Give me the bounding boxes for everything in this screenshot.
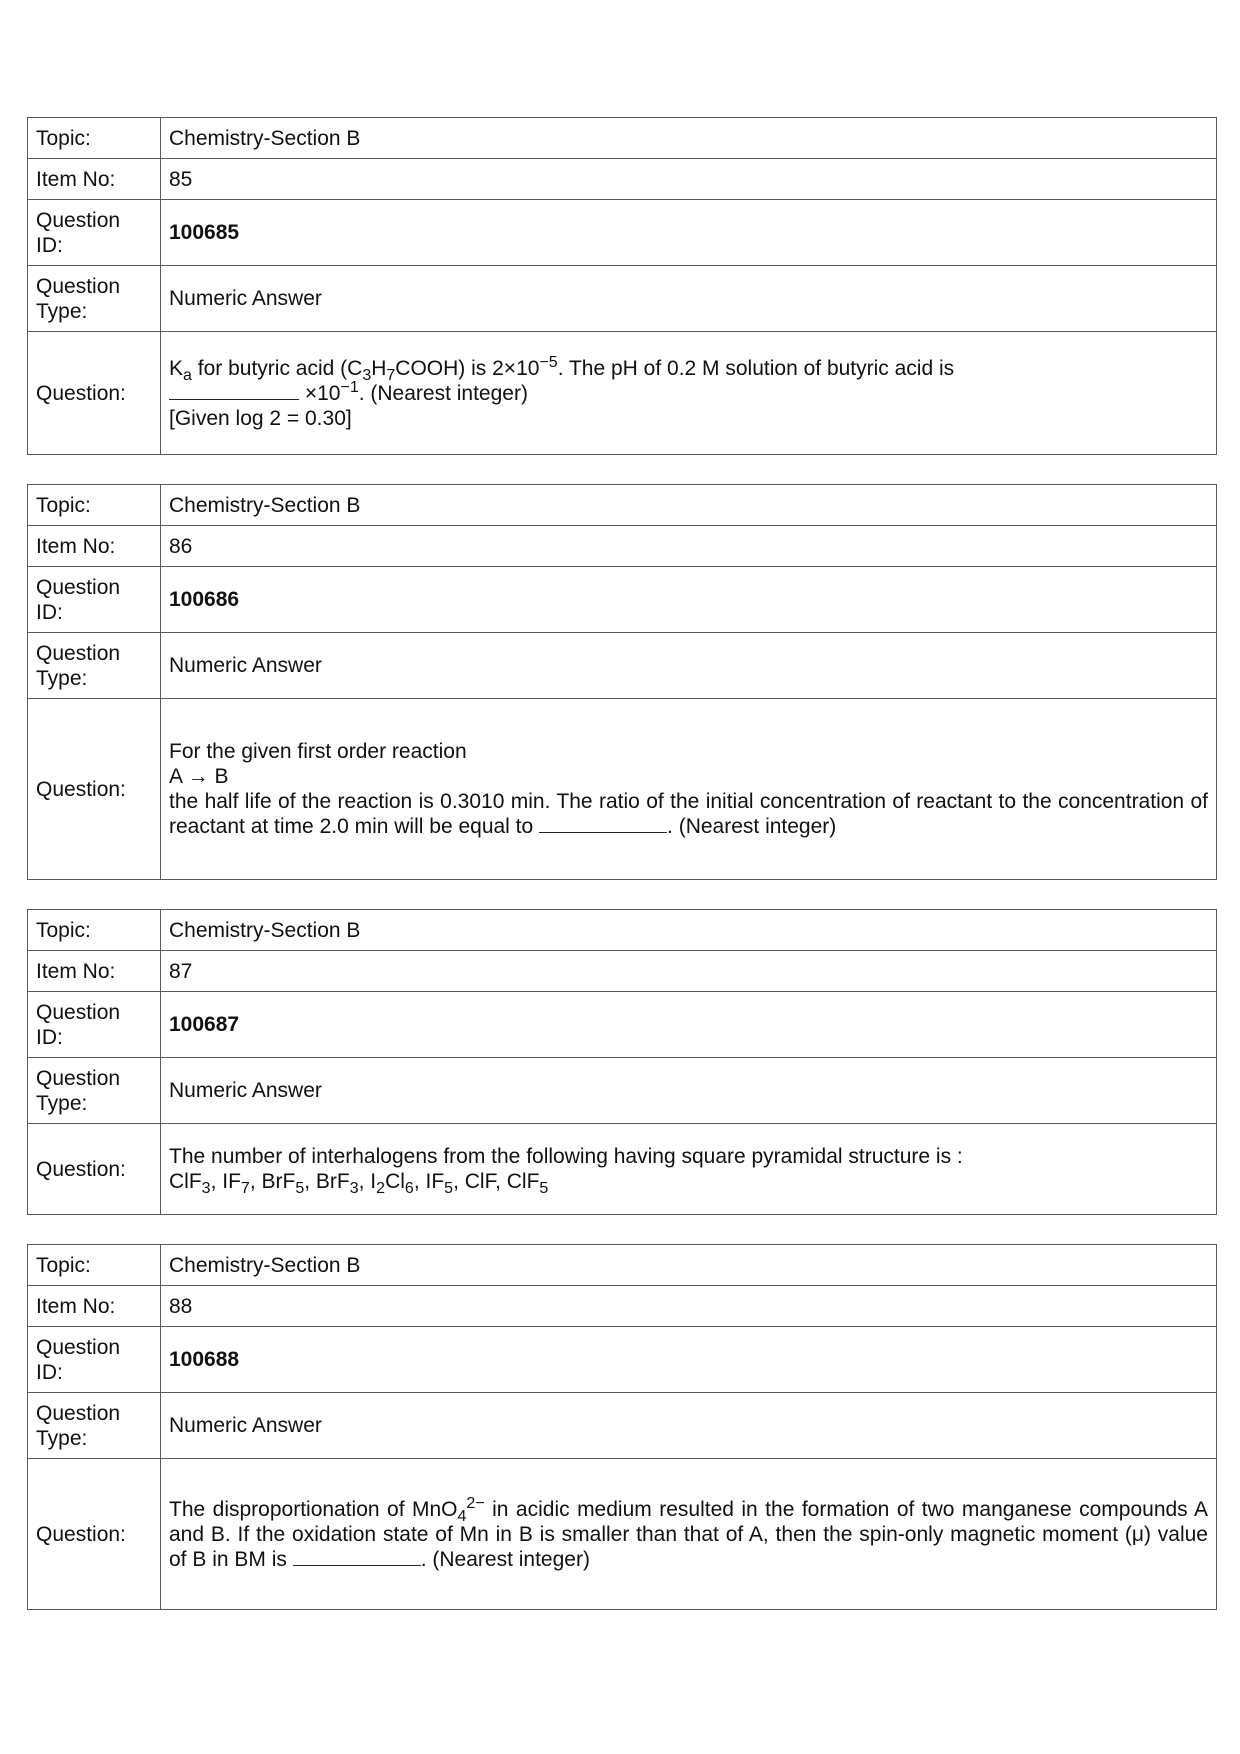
question-sheet <box>27 117 1217 1639</box>
q-line: The number of interhalogens from the following having square pyramidal structure is : <box>169 1145 963 1168</box>
q-text: . (Nearest integer) <box>420 1547 590 1571</box>
question-type-label: Question Type: <box>28 1393 161 1459</box>
q-text: H <box>371 356 387 380</box>
item-no-label: Item No: <box>28 951 161 992</box>
topic-value: Chemistry-Section B <box>161 910 1217 951</box>
q-text: . The pH of 0.2 M solution of butyric acid is <box>557 356 955 380</box>
question-text <box>161 699 1217 880</box>
question-id-value: 100686 <box>161 567 1217 633</box>
q-text: the half life of the reaction is 0.3010 min. The ratio of the initial concentration of reactant to the concentration of reactant at time 2.0 min will be equal to <box>169 790 1208 838</box>
q-sub: 5 <box>295 1180 305 1198</box>
q-line: For the given first order reaction <box>169 740 467 763</box>
q-sub: 5 <box>444 1180 454 1198</box>
q-text: K <box>169 356 184 380</box>
q-sub: 4 <box>457 1507 467 1525</box>
question-id-label: Question ID: <box>28 1327 161 1393</box>
question-label: Question: <box>28 1124 161 1215</box>
q-text: Cl <box>385 1170 405 1193</box>
item-no-label: Item No: <box>28 159 161 200</box>
topic-label: Topic: <box>28 485 161 526</box>
question-text <box>161 1459 1217 1610</box>
topic-value: Chemistry-Section B <box>161 118 1217 159</box>
question-card <box>27 117 1217 455</box>
question-text <box>161 332 1217 455</box>
question-label: Question: <box>28 1459 161 1610</box>
q-text: , IF <box>210 1170 241 1193</box>
q-text: ClF <box>169 1170 202 1193</box>
question-id-label: Question ID: <box>28 992 161 1058</box>
q-sub: 2 <box>376 1180 386 1198</box>
question-label: Question: <box>28 332 161 455</box>
question-label: Question: <box>28 699 161 880</box>
item-no-value: 88 <box>161 1286 1217 1327</box>
question-type-label: Question Type: <box>28 633 161 699</box>
question-id-value: 100685 <box>161 200 1217 266</box>
topic-label: Topic: <box>28 118 161 159</box>
item-no-label: Item No: <box>28 1286 161 1327</box>
question-type-label: Question Type: <box>28 1058 161 1124</box>
q-line: A → B <box>169 765 229 788</box>
question-id-label: Question ID: <box>28 200 161 266</box>
q-text: , IF <box>413 1170 445 1193</box>
question-id-value: 100687 <box>161 992 1217 1058</box>
question-type-value: Numeric Answer <box>161 266 1217 332</box>
q-text: . (Nearest integer) <box>358 381 528 405</box>
q-text: for butyric acid (C <box>191 356 363 380</box>
q-text: , I <box>358 1170 377 1193</box>
question-card <box>27 1244 1217 1610</box>
question-type-value: Numeric Answer <box>161 1058 1217 1124</box>
q-sub: 6 <box>404 1180 414 1198</box>
question-type-label: Question Type: <box>28 266 161 332</box>
q-sub: 7 <box>386 366 396 384</box>
question-id-value: 100688 <box>161 1327 1217 1393</box>
q-sup: −5 <box>539 353 558 371</box>
question-card <box>27 484 1217 880</box>
q-sub: 3 <box>201 1180 211 1198</box>
answer-blank <box>293 1547 421 1566</box>
q-compound-list <box>169 1169 1208 1198</box>
question-type-value: Numeric Answer <box>161 633 1217 699</box>
item-no-label: Item No: <box>28 526 161 567</box>
answer-blank <box>169 381 299 400</box>
q-text: The disproportionation of MnO <box>169 1497 458 1521</box>
q-sub: 7 <box>240 1180 250 1198</box>
q-sup: −1 <box>340 378 359 396</box>
item-no-value: 85 <box>161 159 1217 200</box>
q-text: COOH) is 2×10 <box>395 356 540 380</box>
q-sub: 5 <box>539 1180 549 1198</box>
q-text: ×10 <box>299 381 341 405</box>
q-given: [Given log 2 = 0.30] <box>169 406 352 430</box>
question-text <box>161 1124 1217 1215</box>
q-text: in acidic medium resulted in the formation of two manganese compounds A and B. If the oxidation state of Mn in B is smaller than that of A, then the spin-only magnetic moment (μ) value of B in BM is <box>169 1497 1208 1571</box>
item-no-value: 87 <box>161 951 1217 992</box>
topic-label: Topic: <box>28 910 161 951</box>
q-text: , ClF, ClF <box>453 1170 540 1193</box>
q-text: , BrF <box>249 1170 296 1193</box>
topic-label: Topic: <box>28 1245 161 1286</box>
q-text: . (Nearest integer) <box>667 815 837 838</box>
q-sub: a <box>183 366 192 384</box>
q-text: , BrF <box>304 1170 350 1193</box>
topic-value: Chemistry-Section B <box>161 1245 1217 1286</box>
q-sub: 3 <box>349 1180 359 1198</box>
question-id-label: Question ID: <box>28 567 161 633</box>
q-sup: 2− <box>466 1494 485 1512</box>
topic-value: Chemistry-Section B <box>161 485 1217 526</box>
question-type-value: Numeric Answer <box>161 1393 1217 1459</box>
item-no-value: 86 <box>161 526 1217 567</box>
question-card <box>27 909 1217 1215</box>
q-sub: 3 <box>362 366 372 384</box>
answer-blank <box>539 814 667 833</box>
